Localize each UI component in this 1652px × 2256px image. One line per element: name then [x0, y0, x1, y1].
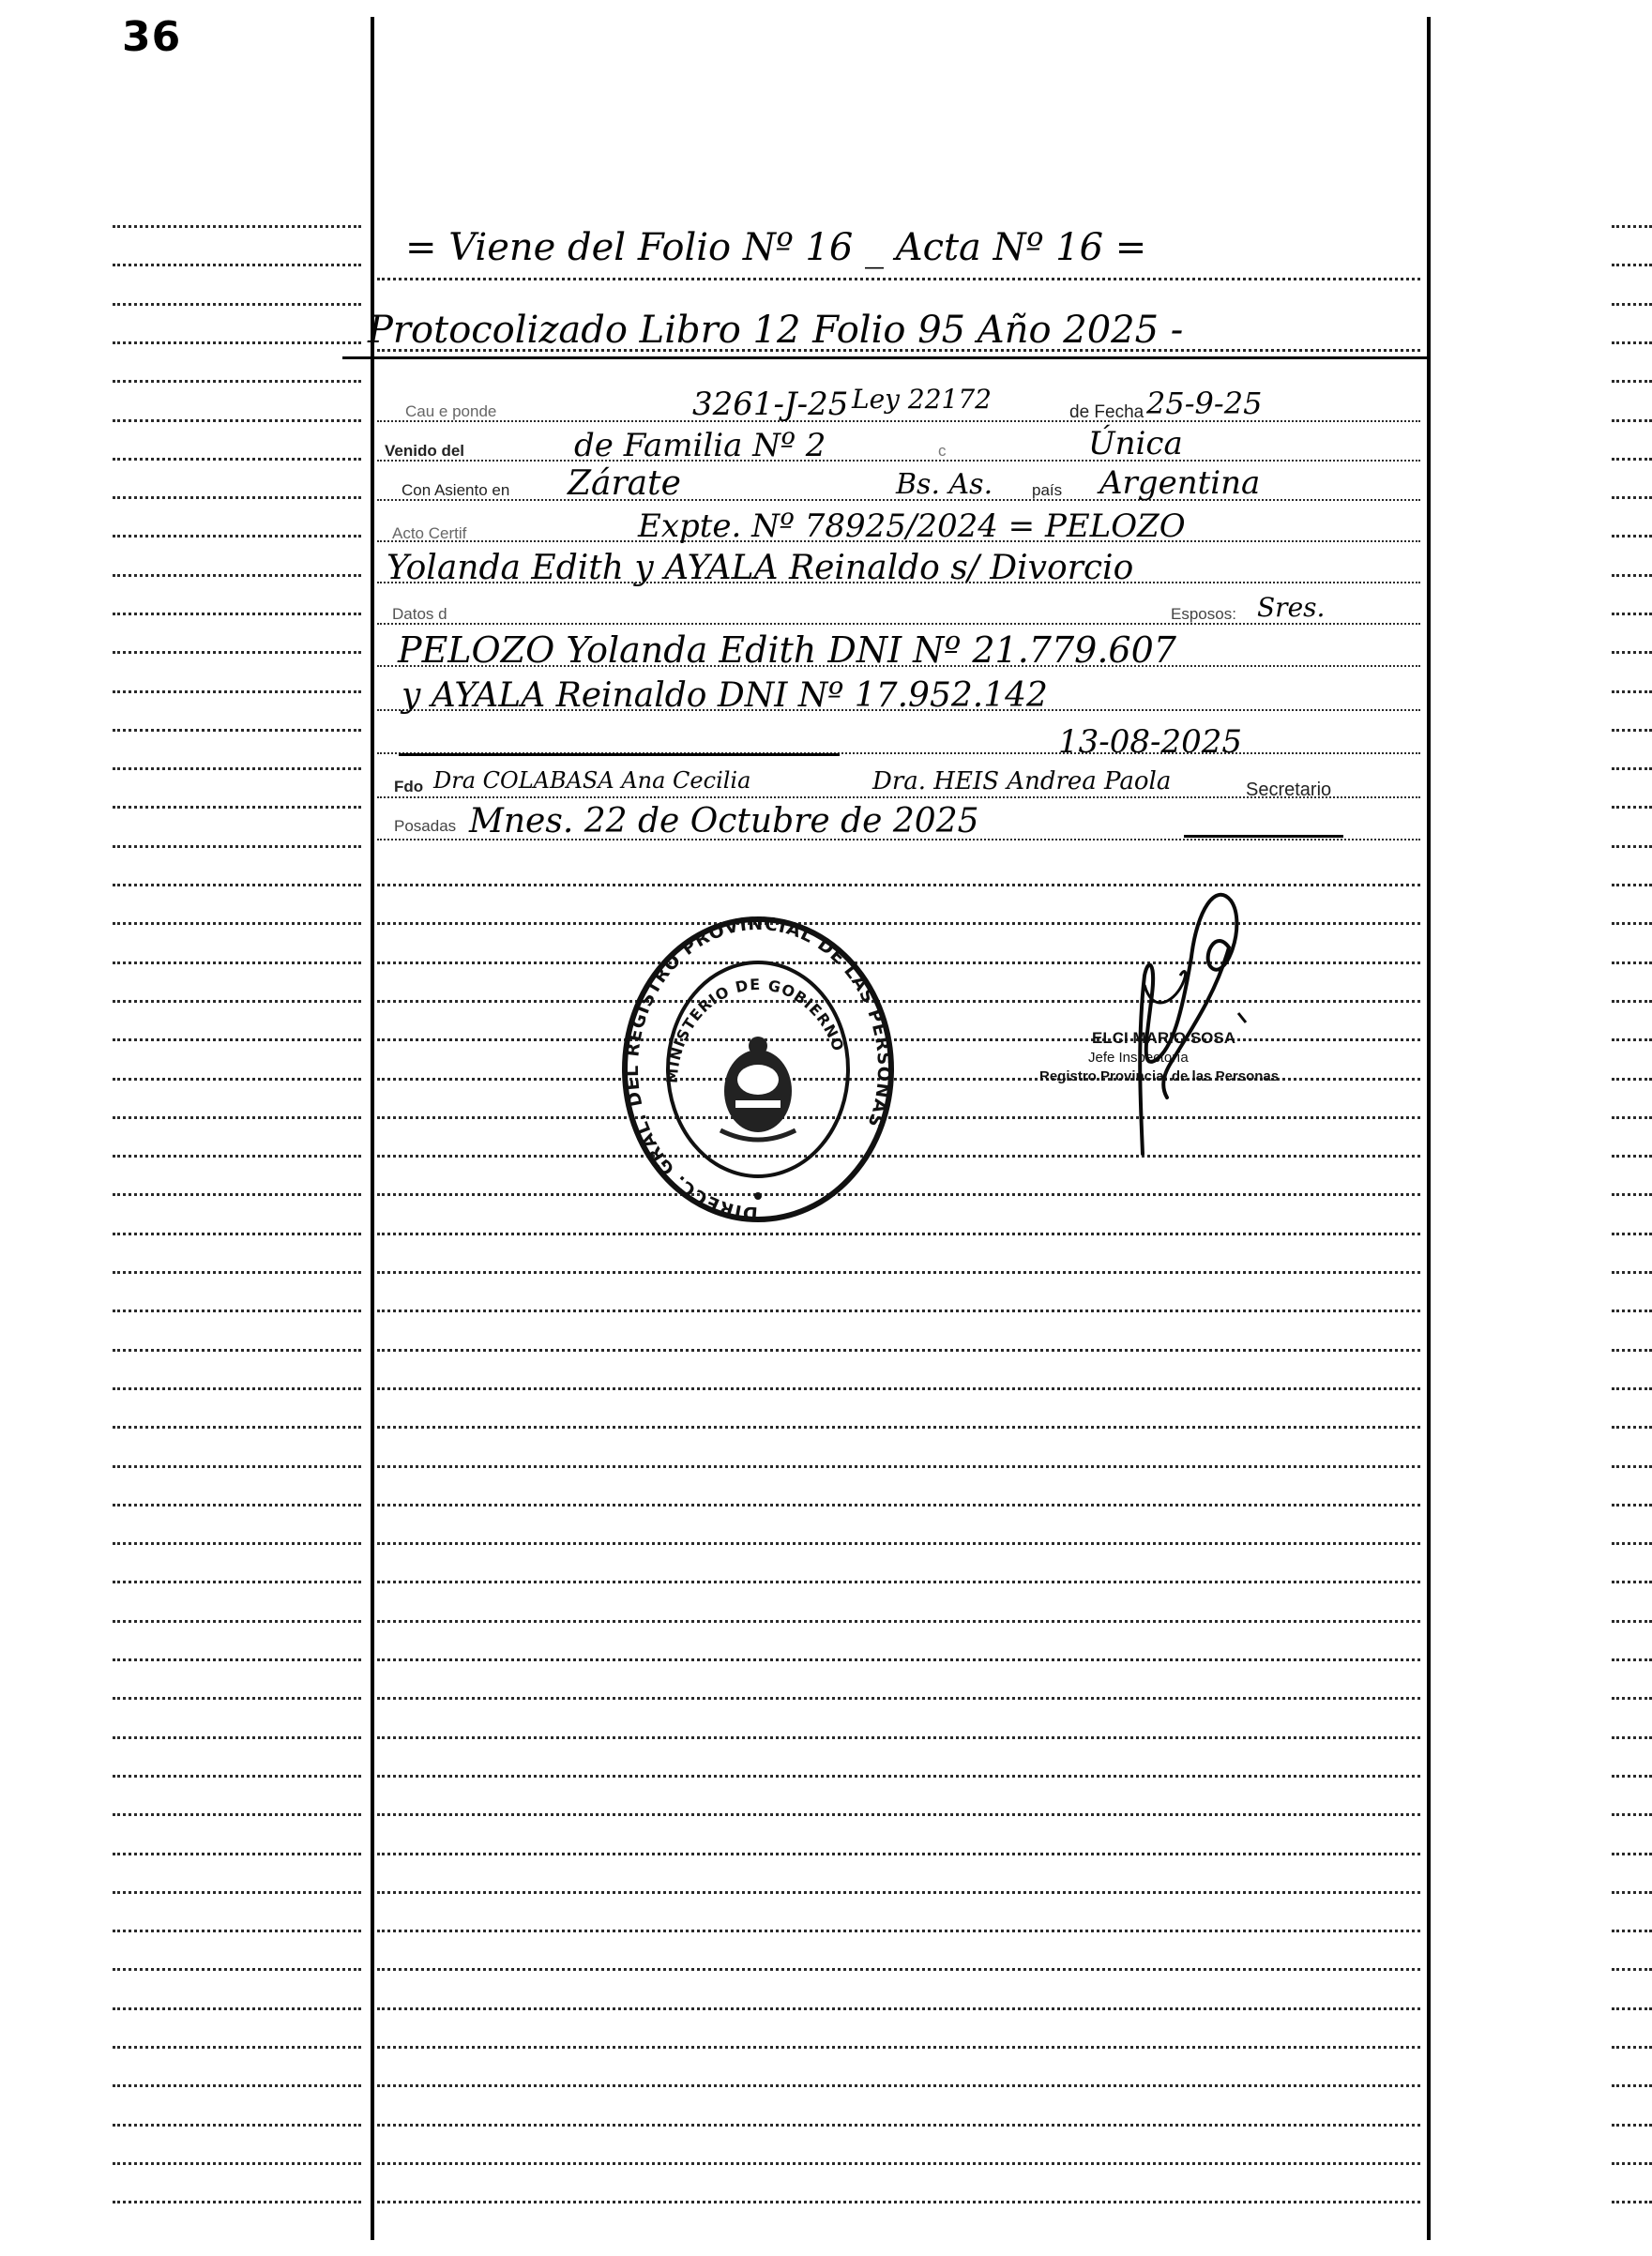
- ruled-line-right: [1612, 884, 1652, 886]
- ruled-line-right: [1612, 380, 1652, 383]
- ruled-line-main: [377, 1736, 1420, 1739]
- ruled-line-main: [377, 1620, 1420, 1623]
- ruled-line-right: [1612, 690, 1652, 693]
- ruled-line-right: [1612, 1620, 1652, 1623]
- stamp-outer-text: DIRECC. GRAL. DEL REGISTRO PROVINCIAL DE LAS PERSONAS: [621, 915, 895, 1224]
- ruled-line-right: [1612, 341, 1652, 344]
- ruled-line-right: [1612, 845, 1652, 848]
- stamp-seal-icon: [617, 915, 899, 1234]
- ruled-line-left: [113, 884, 361, 886]
- ruled-line-right: [1612, 264, 1652, 266]
- ruled-line-left: [113, 1853, 361, 1855]
- row1-fecha: 25-9-25: [1146, 386, 1263, 421]
- ruled-line-left: [113, 303, 361, 306]
- ruled-line-right: [1612, 1465, 1652, 1468]
- ruled-line-right: [1612, 1271, 1652, 1274]
- ruled-line-right: [1612, 1078, 1652, 1081]
- ruled-line-right: [1612, 303, 1652, 306]
- official-stamp: [617, 915, 899, 1234]
- ruled-line-left: [113, 419, 361, 422]
- form-line: [377, 460, 1420, 462]
- ruled-line-right: [1612, 1813, 1652, 1816]
- row9-text: 13-08-2025: [1058, 723, 1243, 761]
- ruled-line-left: [113, 2046, 361, 2049]
- ruled-line-left: [113, 458, 361, 461]
- closing-line: [1184, 835, 1343, 838]
- ruled-line-left: [113, 690, 361, 693]
- signature-block: [1032, 872, 1332, 1201]
- row1-ley: Ley 22172: [852, 384, 992, 415]
- ruled-line-right: [1612, 1426, 1652, 1429]
- ruled-line-main: [377, 1891, 1420, 1894]
- ruled-line-right: [1612, 1155, 1652, 1158]
- row8-text: y AYALA Reinaldo DNI Nº 17.952.142: [402, 676, 1048, 715]
- ruled-line-main: [377, 2007, 1420, 2010]
- ruled-line-right: [1612, 1581, 1652, 1583]
- ruled-line-right: [1612, 1775, 1652, 1778]
- ruled-line-left: [113, 1620, 361, 1623]
- form-line: [377, 623, 1420, 625]
- ruled-line-main: [377, 1813, 1420, 1816]
- stamp-inner-text: MINISTERIO DE GOBIERNO: [662, 975, 848, 1084]
- ruled-line-right: [1612, 1000, 1652, 1003]
- ruled-line-right: [1612, 1697, 1652, 1700]
- ruled-line-left: [113, 1775, 361, 1778]
- header-line-1: = Viene del Folio Nº 16 _ Acta Nº 16 =: [405, 226, 1147, 269]
- row1-label: Cau e ponde: [405, 402, 497, 420]
- ruled-line-left: [113, 1930, 361, 1932]
- form-line: [377, 420, 1420, 422]
- ruled-line-left: [113, 1271, 361, 1274]
- ruled-line-left: [113, 729, 361, 732]
- ruled-line-left: [113, 1426, 361, 1429]
- ruled-line-right: [1612, 767, 1652, 770]
- row2-label: Venido del: [385, 442, 465, 460]
- row2-label2: c: [938, 442, 947, 460]
- row10-label: Fdo: [394, 778, 424, 795]
- ruled-line-main: [377, 1697, 1420, 1700]
- ruled-line-left: [113, 845, 361, 848]
- ruled-line-left: [113, 1968, 361, 1971]
- ruled-line-right: [1612, 1233, 1652, 1235]
- ruled-line-left: [113, 1000, 361, 1003]
- ruled-line-main: [377, 1853, 1420, 1855]
- signatory-role: Jefe Inspectoría: [1088, 1050, 1189, 1066]
- ruled-line-left: [113, 2162, 361, 2165]
- ruled-line-right: [1612, 1968, 1652, 1971]
- row11-text: Mnes. 22 de Octubre de 2025: [469, 802, 979, 840]
- ruled-line-right: [1612, 961, 1652, 964]
- ruled-line-main: [377, 2084, 1420, 2087]
- coat-of-arms-icon: [720, 1037, 796, 1140]
- row10-juez: Dra COLABASA Ana Cecilia: [433, 767, 751, 794]
- ruled-line-right: [1612, 2124, 1652, 2127]
- ruled-line-right: [1612, 1193, 1652, 1196]
- ruled-line-main: [377, 1658, 1420, 1661]
- ruled-line-left: [113, 922, 361, 925]
- row7-text: PELOZO Yolanda Edith DNI Nº 21.779.607: [398, 629, 1176, 671]
- row6-label2: Esposos:: [1171, 605, 1236, 623]
- ruled-line-main: [377, 2046, 1420, 2049]
- ruled-line-main: [377, 1542, 1420, 1545]
- header-underline: [342, 356, 1431, 359]
- ruled-line-main: [377, 1349, 1420, 1352]
- header-line-2: Protocolizado Libro 12 Folio 95 Año 2025 -: [368, 309, 1184, 352]
- row10-secretario-label: Secretario: [1246, 780, 1332, 800]
- row6-value: Sres.: [1257, 592, 1326, 623]
- ruled-line-right: [1612, 651, 1652, 654]
- ruled-line-right: [1612, 1349, 1652, 1352]
- header-line: [377, 278, 1420, 280]
- ruled-line-left: [113, 1387, 361, 1390]
- ruled-line-left: [113, 1813, 361, 1816]
- ruled-line-left: [113, 1349, 361, 1352]
- row6-label: Datos d: [392, 605, 447, 623]
- ruled-line-main: [377, 1426, 1420, 1429]
- ruled-line-left: [113, 225, 361, 228]
- ruled-line-main: [377, 2162, 1420, 2165]
- row3-pais: Argentina: [1099, 464, 1261, 502]
- signatory-name: ELCI MARIO SOSA: [1092, 1029, 1236, 1047]
- row3-label2: país: [1032, 481, 1063, 499]
- row11-label: Posadas: [394, 817, 457, 835]
- ruled-line-right: [1612, 1038, 1652, 1041]
- row4-label: Acto Certif: [392, 524, 467, 542]
- ruled-line-right: [1612, 1116, 1652, 1119]
- ruled-line-right: [1612, 1891, 1652, 1894]
- ruled-line-left: [113, 2084, 361, 2087]
- ruled-line-right: [1612, 1658, 1652, 1661]
- ruled-line-right: [1612, 1542, 1652, 1545]
- ruled-line-left: [113, 341, 361, 344]
- ruled-line-right: [1612, 2162, 1652, 2165]
- row5-text: Yolanda Edith y AYALA Reinaldo s/ Divorcio: [386, 549, 1134, 587]
- ruled-line-right: [1612, 496, 1652, 499]
- ruled-line-left: [113, 1193, 361, 1196]
- ruled-line-left: [113, 264, 361, 266]
- ruled-line-left: [113, 2201, 361, 2203]
- ruled-line-left: [113, 496, 361, 499]
- ruled-line-right: [1612, 1930, 1652, 1932]
- ruled-line-right: [1612, 729, 1652, 732]
- ruled-line-left: [113, 767, 361, 770]
- ruled-line-left: [113, 380, 361, 383]
- page-number: 36: [122, 13, 182, 61]
- ruled-line-right: [1612, 613, 1652, 615]
- ruled-line-left: [113, 1116, 361, 1119]
- row1-fecha-label: de Fecha: [1069, 402, 1144, 422]
- signature-line: [399, 753, 840, 756]
- ruled-line-right: [1612, 574, 1652, 577]
- row10-secretario: Dra. HEIS Andrea Paola: [872, 767, 1172, 795]
- ruled-line-main: [377, 1233, 1420, 1235]
- ruled-line-main: [377, 1930, 1420, 1932]
- ruled-line-left: [113, 2007, 361, 2010]
- ruled-line-left: [113, 2124, 361, 2127]
- ruled-line-left: [113, 1504, 361, 1507]
- ruled-line-left: [113, 1581, 361, 1583]
- ruled-line-right: [1612, 2007, 1652, 2010]
- right-margin-rule: [1427, 17, 1431, 2240]
- row2-secretaria: Única: [1088, 425, 1183, 462]
- ruled-line-left: [113, 1736, 361, 1739]
- ruled-line-right: [1612, 1310, 1652, 1312]
- ruled-line-right: [1612, 2046, 1652, 2049]
- row3-provincia: Bs. As.: [896, 468, 993, 501]
- ruled-line-right: [1612, 922, 1652, 925]
- ruled-line-right: [1612, 1736, 1652, 1739]
- ruled-line-right: [1612, 1387, 1652, 1390]
- ruled-line-left: [113, 1697, 361, 1700]
- row2-juzgado: de Familia Nº 2: [574, 427, 826, 464]
- ruled-line-right: [1612, 419, 1652, 422]
- ruled-line-right: [1612, 535, 1652, 538]
- ruled-line-right: [1612, 806, 1652, 809]
- ruled-line-right: [1612, 1504, 1652, 1507]
- ruled-line-right: [1612, 2084, 1652, 2087]
- ruled-line-left: [113, 651, 361, 654]
- ruled-line-main: [377, 1775, 1420, 1778]
- ruled-line-left: [113, 1038, 361, 1041]
- row3-label: Con Asiento en: [402, 481, 510, 499]
- ruled-line-left: [113, 1155, 361, 1158]
- ruled-line-main: [377, 1387, 1420, 1390]
- ruled-line-left: [113, 1658, 361, 1661]
- row3-ciudad: Zárate: [568, 464, 681, 503]
- ruled-line-left: [113, 535, 361, 538]
- signatory-office: Registro Provincial de las Personas: [1039, 1068, 1280, 1084]
- ruled-line-main: [377, 1968, 1420, 1971]
- ruled-line-left: [113, 806, 361, 809]
- ruled-line-right: [1612, 1853, 1652, 1855]
- ruled-line-left: [113, 1078, 361, 1081]
- ruled-line-main: [377, 2201, 1420, 2203]
- ruled-line-left: [113, 1465, 361, 1468]
- ruled-line-left: [113, 1233, 361, 1235]
- ruled-line-main: [377, 2124, 1420, 2127]
- ruled-line-main: [377, 1581, 1420, 1583]
- ruled-line-left: [113, 1891, 361, 1894]
- ruled-line-right: [1612, 225, 1652, 228]
- ruled-line-main: [377, 1465, 1420, 1468]
- ruled-line-main: [377, 1271, 1420, 1274]
- ruled-line-left: [113, 1542, 361, 1545]
- ruled-line-left: [113, 574, 361, 577]
- ruled-line-right: [1612, 2201, 1652, 2203]
- ruled-line-right: [1612, 458, 1652, 461]
- ruled-line-left: [113, 961, 361, 964]
- ruled-line-main: [377, 1310, 1420, 1312]
- ruled-line-left: [113, 1310, 361, 1312]
- row1-expediente: 3261-J-25: [692, 386, 849, 423]
- ruled-line-left: [113, 613, 361, 615]
- row4-expte: Expte. Nº 78925/2024 = PELOZO: [638, 507, 1186, 545]
- ruled-line-main: [377, 1504, 1420, 1507]
